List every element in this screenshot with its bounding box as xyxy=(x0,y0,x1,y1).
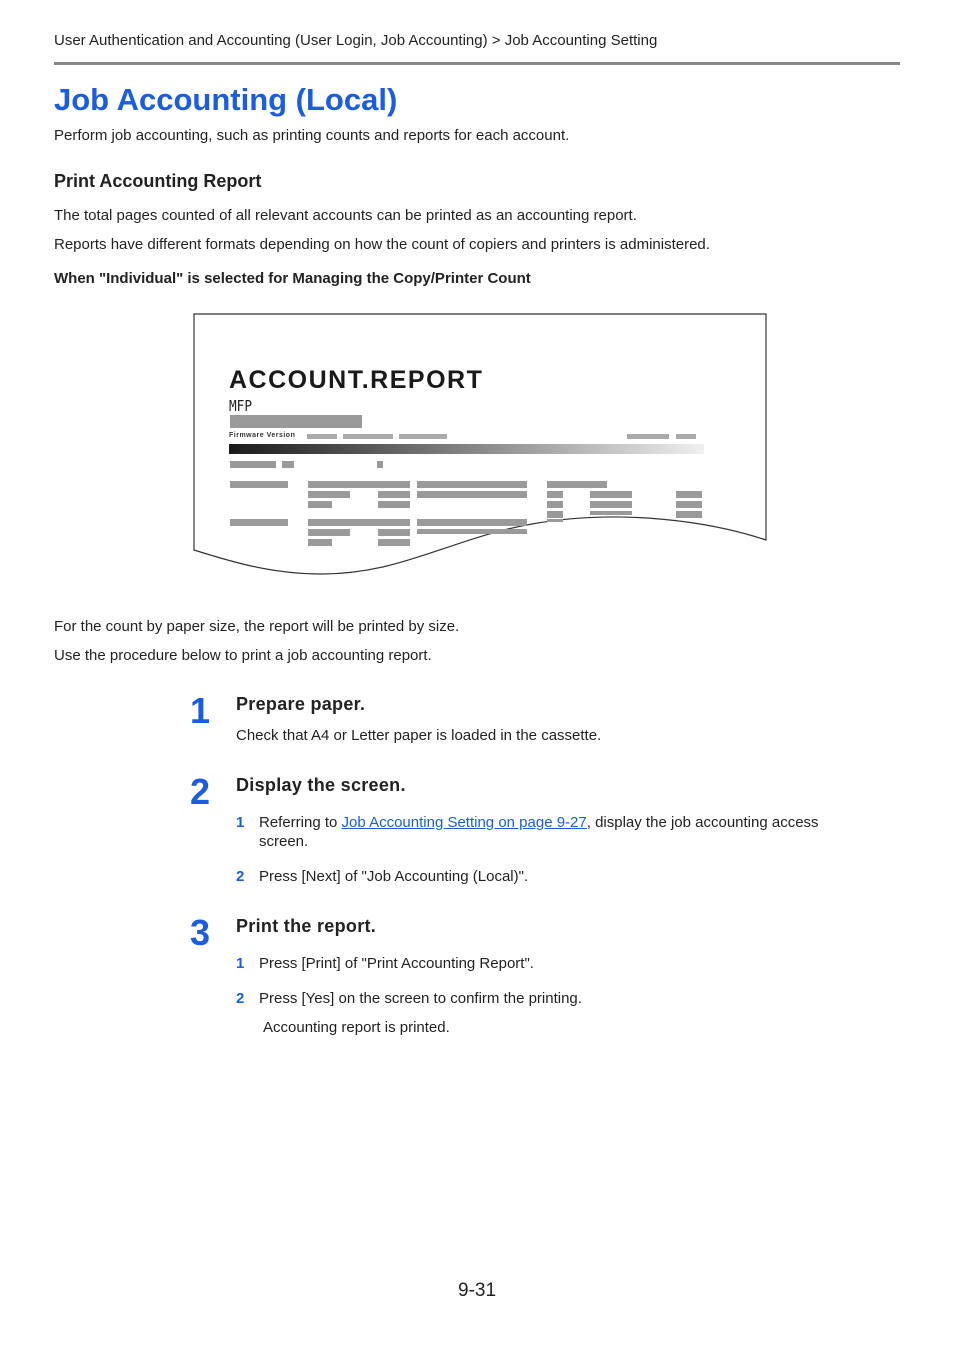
section-paragraph-2: Reports have different formats depending on how the count of copiers and printers is administered. xyxy=(54,236,710,253)
after-paragraph-2: Use the procedure below to print a job accounting report. xyxy=(54,647,432,664)
breadcrumb: User Authentication and Accounting (User Login, Job Accounting) > Job Accounting Setting xyxy=(54,32,658,49)
section-heading: Print Accounting Report xyxy=(54,171,262,191)
step-2-substep-2-text: Press [Next] of "Job Accounting (Local)". xyxy=(259,868,529,885)
report-subtitle: MFP xyxy=(229,397,253,415)
intro-text: Perform job accounting, such as printing counts and reports for each account. xyxy=(54,127,570,144)
job-accounting-setting-link[interactable]: Job Accounting Setting on page 9-27 xyxy=(341,814,587,831)
step-3-substep-1-text: Press [Print] of "Print Accounting Report". xyxy=(259,955,534,972)
gradient-bar xyxy=(229,444,704,454)
step-3-number: 3 xyxy=(190,912,211,953)
step-3-substep-2-number: 2 xyxy=(236,990,245,1007)
step-1-number: 1 xyxy=(190,690,211,731)
step-2-number: 2 xyxy=(190,771,211,812)
page-number: 9-31 xyxy=(458,1280,497,1301)
page-title: Job Accounting (Local) xyxy=(54,82,398,117)
step-2-title: Display the screen. xyxy=(236,775,406,795)
step-2-substep-1-text: Referring to Job Accounting Setting on page 9-27, display the job accounting access xyxy=(259,814,819,831)
report-header-blocks xyxy=(230,415,362,428)
section-note: When "Individual" is selected for Managing the Copy/Printer Count xyxy=(54,270,531,287)
step-3-substep-2-text: Press [Yes] on the screen to confirm the printing. xyxy=(259,990,582,1007)
account-report-illustration xyxy=(192,312,770,580)
after-paragraph-1: For the count by paper size, the report will be printed by size. xyxy=(54,618,460,635)
step-3-result: Accounting report is printed. xyxy=(263,1019,450,1036)
step-2-substep-1-continuation: screen. xyxy=(259,833,309,850)
step-1-title: Prepare paper. xyxy=(236,694,366,714)
step-1-text: Check that A4 or Letter paper is loaded in the cassette. xyxy=(236,727,602,744)
step-3-substep-1-number: 1 xyxy=(236,955,245,972)
report-firmware-label: Firmware Version xyxy=(229,432,296,439)
header-rule xyxy=(54,62,900,65)
step-3-title: Print the report. xyxy=(236,916,377,936)
step-2-substep-1-number: 1 xyxy=(236,814,245,831)
step-2-substep-2-number: 2 xyxy=(236,868,245,885)
report-title: ACCOUNT.REPORT xyxy=(229,366,484,394)
section-paragraph-1: The total pages counted of all relevant accounts can be printed as an accounting report. xyxy=(54,207,637,224)
